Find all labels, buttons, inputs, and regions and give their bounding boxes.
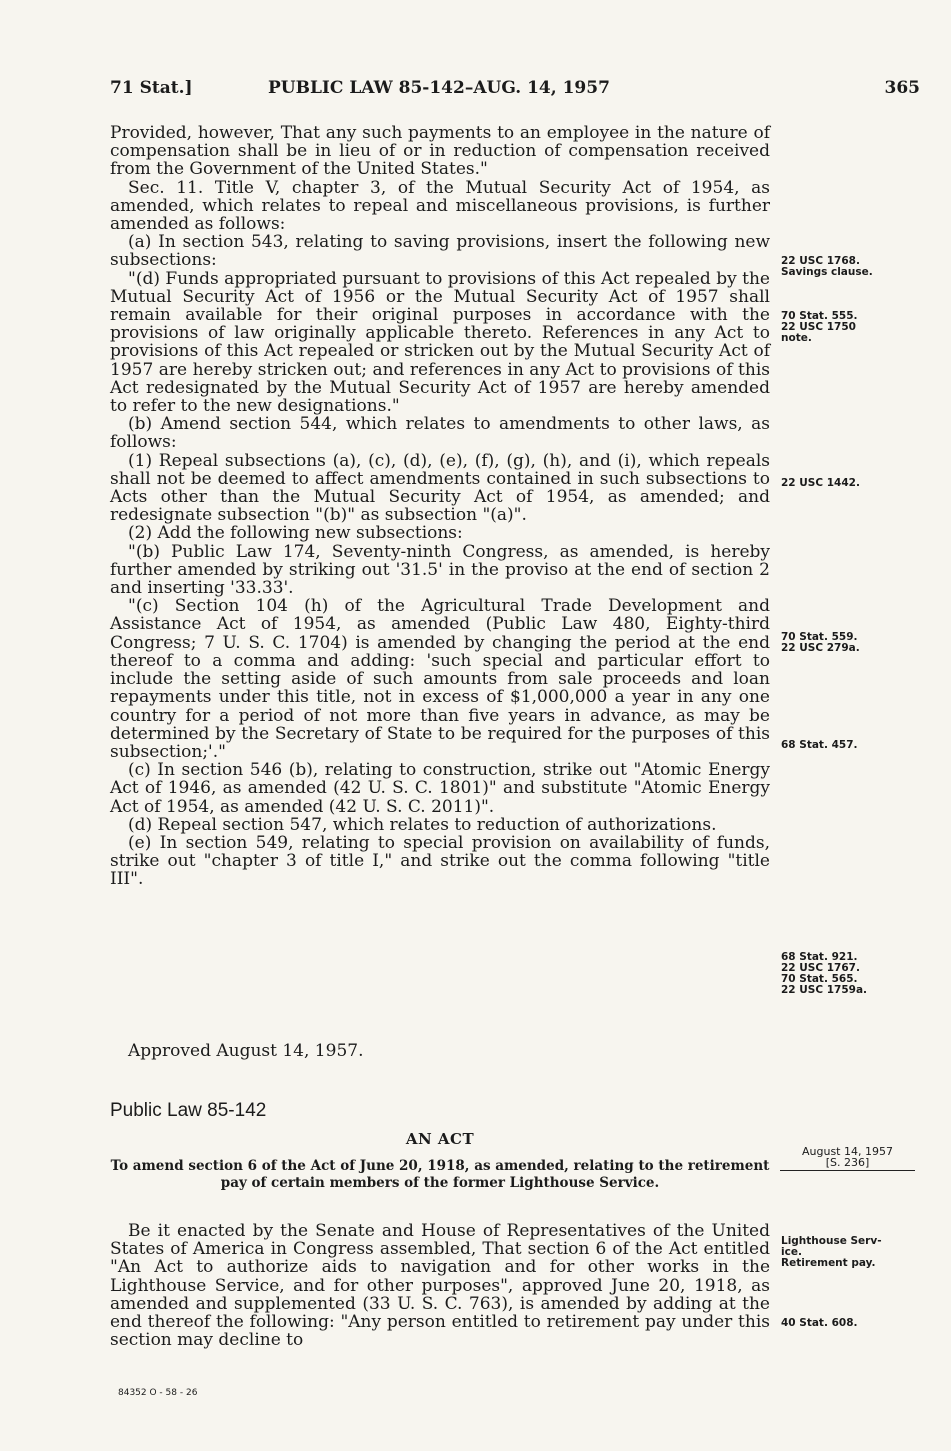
margin-note: 40 Stat. 608. [781, 1317, 858, 1329]
volume-citation: 71 Stat.] [110, 78, 193, 98]
margin-note: Lighthouse Serv- ice. Retirement pay. [781, 1235, 882, 1269]
public-law-label: Public Law 85-142 [110, 1100, 267, 1121]
approval-line: Approved August 14, 1957. [128, 1041, 364, 1061]
running-title: PUBLIC LAW 85-142–AUG. 14, 1957 [268, 78, 610, 98]
enacting-clause: Be it enacted by the Senate and House of Representatives of the United States of America in Congress assembled, That section 6 of the Act entitled "An Act to authorize aids to navigation and for other works in the Lighthouse Service, and for other purposes", approved June 20, 1918, as amended and supplemented (33 U. S. C. 763), is amended by adding at the end thereof the following: "Any person entitled to retirement pay under this section may decline to [110, 1221, 770, 1351]
an-act-heading: AN ACT [405, 1130, 475, 1148]
margin-note: 68 Stat. 457. [781, 739, 858, 751]
print-code: 84352 O - 58 - 26 [118, 1388, 198, 1398]
paragraph: "(b) Public Law 174, Seventy-ninth Congress, as amended, is hereby further amended by striking out '31.5' in the proviso at the end of section 2 and inserting '33.33'. [110, 541, 770, 599]
margin-note: 22 USC 1768. Savings clause. [781, 255, 873, 278]
bill-date-note [780, 1146, 915, 1171]
page-number: 365 [884, 78, 920, 98]
paragraph: "(d) Funds appropriated pursuant to provisions of this Act repealed by the Mutual Security Act of 1956 or the Mutual Security Act of 1957 shall remain available for their original purposes in accordance with the provisions of law originally applicable thereto. References in any Act to provisions of this Act repealed or stricken out by the Mutual Security Act of 1957 are hereby stricken out; and references in any Act to provisions of this Act redesignated by the Mutual Security Act of 1957 are hereby amended to refer to the new designations." [110, 268, 770, 417]
paragraph: "(c) Section 104 (h) of the Agricultural Trade Development and Assistance Act of 1954, as amended (Public Law 480, Eighty-third Congress; 7 U. S. C. 1704) is amended by changing the period at the end thereof to a comma and adding: 'such special and particular effort to include the setting aside of such amounts from sale proceeds and loan repayments under this title, not in excess of $1,000,000 a year in any one country for a period of not more than five years in advance, as may be determined by the Secretary of State to be required for the purposes of this subsection;'." [110, 596, 770, 762]
enacting-clause-block [110, 1222, 770, 1349]
margin-note: 68 Stat. 921. 22 USC 1767. 70 Stat. 565. 22 USC 1759a. [781, 951, 868, 996]
margin-note: 70 Stat. 559. 22 USC 279a. [781, 631, 860, 654]
paragraph: (e) In section 549, relating to special provision on availability of funds, strike out "chapter 3 of title I," and strike out the comma following "title III". [110, 832, 770, 890]
page-header [110, 78, 920, 100]
section-11-body [110, 124, 770, 889]
paragraph: Provided, however, That any such payments to an employee in the nature of compensation shall be in lieu of or in reduction of compensation received from the Government of the United States." [110, 123, 770, 180]
approval-date: August 14, 1957 [802, 1145, 893, 1158]
paragraph: (b) Amend section 544, which relates to amendments to other laws, as follows: [110, 414, 770, 453]
paragraph: (2) Add the following new subsections: [128, 523, 463, 544]
margin-note: 70 Stat. 555. 22 USC 1750 note. [781, 310, 858, 344]
paragraph: (1) Repeal subsections (a), (c), (d), (e), (f), (g), (h), and (i), which repeals shall not be deemed to affect amendments contained in such subsections to Acts other than the Mutual Security Act of 1954, as amended; and redesignate subsection "(b)" as subsection "(a)". [110, 450, 770, 526]
paragraph: (c) In section 546 (b), relating to construction, strike out "Atomic Energy Act of 1946, as amended (42 U. S. C. 1801)" and substitute "Atomic Energy Act of 1954, as amended (42 U. S. C. 2011)". [110, 760, 770, 817]
approval-line-block [110, 1042, 770, 1060]
paragraph: (a) In section 543, relating to saving provisions, insert the following new subsections: [110, 232, 770, 271]
paragraph: (d) Repeal section 547, which relates to reduction of authorizations. [128, 814, 717, 835]
act-purpose: To amend section 6 of the Act of June 20, 1918, as amended, relating to the retirement pay of certain members of the former Lighthouse Service. [110, 1158, 770, 1191]
paragraph: Sec. 11. Title V, chapter 3, of the Mutual Security Act of 1954, as amended, which relates to repeal and miscellaneous provisions, is further amended as follows: [110, 177, 770, 235]
bill-number: [S. 236] [825, 1156, 870, 1169]
margin-note: 22 USC 1442. [781, 477, 860, 489]
